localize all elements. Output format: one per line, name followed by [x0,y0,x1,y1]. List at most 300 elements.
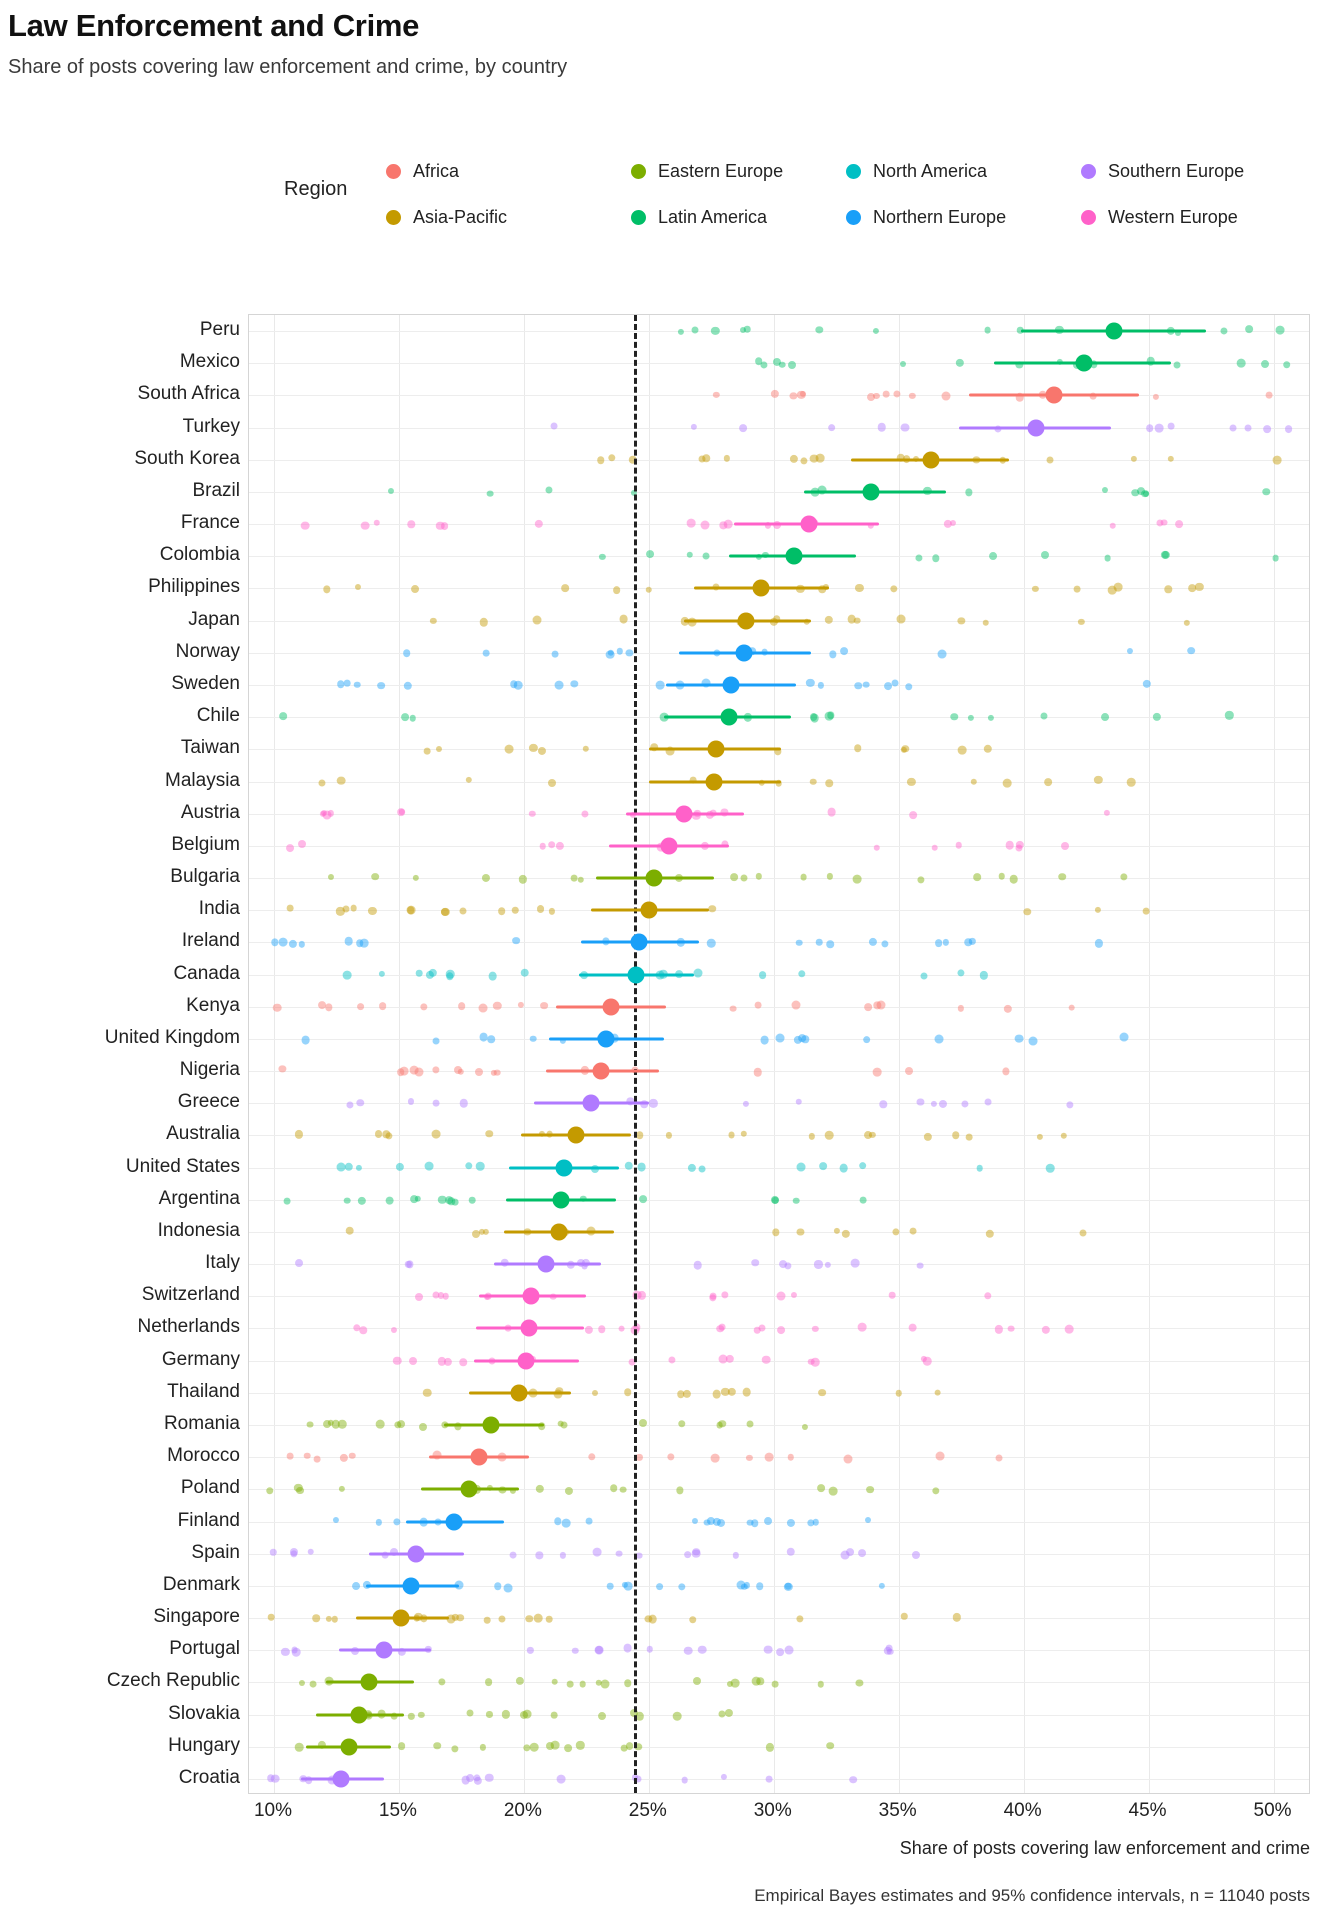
background-point [678,1420,685,1427]
background-point [598,1326,605,1333]
estimate-point[interactable] [785,548,802,565]
background-point [485,1678,493,1686]
background-point [958,1005,964,1011]
background-point [785,1262,792,1269]
background-point [1188,584,1196,592]
y-axis-label: Philippines [148,576,240,598]
background-point [571,680,578,687]
background-point [684,1551,692,1559]
background-point [415,1196,421,1202]
background-point [797,1615,804,1622]
estimate-point[interactable] [593,1063,610,1080]
background-point [483,1229,489,1235]
y-axis-label: Austria [180,801,240,823]
legend-item-eastern-europe[interactable] [631,161,846,182]
y-axis-label: Switzerland [141,1284,240,1306]
background-point [765,1453,774,1462]
background-point [478,1003,487,1012]
gridline-horizontal [249,878,1309,879]
estimate-point[interactable] [470,1449,487,1466]
y-axis-label: Netherlands [137,1316,240,1338]
y-axis-label: Colombia [159,544,240,566]
background-point [592,1390,598,1396]
background-point [741,874,748,881]
background-point [289,940,297,948]
background-point [887,1649,894,1656]
background-point [295,1130,303,1138]
background-point [908,1323,917,1332]
y-axis-label: Czech Republic [106,1670,240,1692]
gridline-vertical [649,315,650,1793]
background-point [931,1100,937,1106]
background-point [344,1197,351,1204]
background-point [909,392,915,398]
background-point [827,808,836,817]
background-point [423,1388,432,1397]
background-point [350,905,357,912]
estimate-point[interactable] [568,1127,585,1144]
background-point [1095,939,1103,947]
background-point [965,939,973,947]
estimate-point[interactable] [445,1513,462,1530]
background-point [546,1616,553,1623]
background-point [514,681,523,690]
background-point [776,1292,785,1301]
background-point [636,1552,643,1559]
background-point [707,939,715,947]
background-point [284,1198,291,1205]
background-point [730,1005,737,1012]
background-point [476,1162,485,1171]
background-point [337,776,346,785]
y-axis-label: India [198,898,240,920]
y-axis-label: Croatia [178,1766,240,1788]
legend-item-western-europe[interactable] [1081,207,1291,228]
background-point [397,1068,405,1076]
background-point [989,553,997,561]
legend-item-label: Western Europe [1108,206,1238,227]
y-axis-label: Portugal [169,1638,240,1660]
background-point [452,1198,459,1205]
estimate-point[interactable] [553,1191,570,1208]
background-point [562,584,570,592]
estimate-point[interactable] [333,1770,350,1787]
background-point [338,1486,344,1492]
background-point [1131,456,1137,462]
background-point [411,585,419,593]
estimate-point[interactable] [483,1417,500,1434]
background-point [461,1776,470,1785]
background-point [1168,423,1175,430]
gridline-horizontal [249,846,1309,847]
background-point [1065,1325,1074,1334]
estimate-point[interactable] [640,902,657,919]
estimate-point[interactable] [403,1577,420,1594]
background-point [407,520,414,527]
background-point [817,1681,823,1687]
estimate-point[interactable] [520,1320,537,1337]
background-point [1095,907,1101,913]
legend-item-southern-europe[interactable] [1081,161,1291,182]
background-point [1003,779,1012,788]
background-point [1245,425,1252,432]
legend-item-asia-pacific[interactable] [386,207,631,228]
gridline-horizontal [249,1393,1309,1394]
background-point [879,1582,885,1588]
estimate-point[interactable] [408,1545,425,1562]
background-point [1273,456,1282,465]
background-point [526,1615,533,1622]
y-axis-label: Ireland [181,930,240,952]
background-point [639,1195,647,1203]
estimate-point[interactable] [603,998,620,1015]
estimate-point[interactable] [1075,355,1092,372]
estimate-point[interactable] [753,580,770,597]
background-point [776,1648,784,1656]
background-point [360,1326,367,1333]
background-point [379,971,385,977]
background-point [684,1646,693,1655]
background-point [323,586,330,593]
estimate-point[interactable] [660,837,677,854]
legend-title: Region [284,178,348,200]
background-point [487,1035,495,1043]
background-point [682,1390,690,1398]
estimate-point[interactable] [675,805,692,822]
background-point [1041,1326,1049,1334]
gridline-vertical [1024,315,1025,1793]
estimate-point[interactable] [738,612,755,629]
background-point [445,1196,453,1204]
background-point [393,1356,401,1364]
background-point [693,1677,701,1685]
background-point [356,1165,362,1171]
background-point [498,907,506,915]
estimate-point[interactable] [523,1288,540,1305]
background-point [488,972,497,981]
background-point [613,586,621,594]
background-point [762,1355,771,1364]
background-point [973,873,981,881]
background-point [760,1036,769,1045]
background-point [996,1454,1003,1461]
estimate-point[interactable] [538,1256,555,1273]
background-point [843,1454,852,1463]
background-point [529,744,537,752]
background-point [880,1101,887,1108]
background-point [414,1067,423,1076]
estimate-point[interactable] [375,1642,392,1659]
background-point [551,651,558,658]
background-point [788,1454,794,1460]
background-point [312,1614,320,1622]
background-point [438,1678,445,1685]
background-point [746,1421,753,1428]
background-point [863,1036,871,1044]
background-point [988,714,994,720]
background-point [279,713,287,721]
gridline-horizontal [249,1747,1309,1748]
background-point [433,1037,440,1044]
background-point [678,329,684,335]
estimate-point[interactable] [510,1384,527,1401]
background-point [537,747,545,755]
estimate-point[interactable] [583,1095,600,1112]
background-point [980,971,988,979]
background-point [796,939,803,946]
background-point [530,1035,537,1042]
y-axis-label: Thailand [167,1380,240,1402]
background-point [554,1518,561,1525]
y-axis-label: Morocco [167,1445,240,1467]
estimate-point[interactable] [460,1481,477,1498]
background-point [849,1776,857,1784]
background-point [562,1519,571,1528]
background-point [918,876,925,883]
estimate-point[interactable] [518,1352,535,1369]
estimate-point[interactable] [923,451,940,468]
background-point [343,971,352,980]
estimate-point[interactable] [628,966,645,983]
y-axis-label: Australia [166,1123,240,1145]
background-point [787,1548,795,1556]
background-point [713,392,719,398]
chart-panel [248,314,1310,1794]
background-point [787,1519,795,1527]
estimate-point[interactable] [645,870,662,887]
background-point [368,907,376,915]
background-point [1160,519,1167,526]
y-axis-label: Taiwan [180,737,240,759]
background-point [841,648,849,656]
background-point [443,1358,451,1366]
background-point [724,520,733,529]
y-axis-label: Mexico [179,351,240,373]
background-point [582,811,589,818]
background-point [864,1003,872,1011]
background-point [502,1710,510,1718]
background-point [667,1453,674,1460]
background-point [396,1163,404,1171]
background-point [759,971,767,979]
estimate-point[interactable] [598,1030,615,1047]
background-point [314,1456,321,1463]
background-point [404,682,412,690]
background-point [436,746,442,752]
estimate-point[interactable] [735,644,752,661]
background-point [1032,586,1038,592]
background-point [551,1712,558,1719]
background-point [776,1033,785,1042]
background-point [869,937,877,945]
background-point [565,1487,573,1495]
background-point [407,906,416,915]
background-point [1002,1068,1009,1075]
background-point [295,1259,303,1267]
background-point [813,1519,819,1525]
estimate-point[interactable] [708,741,725,758]
background-point [829,651,836,658]
background-point [523,1709,532,1718]
background-point [826,780,834,788]
background-point [854,682,861,689]
background-point [905,683,912,690]
background-point [912,1551,920,1559]
background-point [331,1616,337,1622]
y-axis-label: Peru [199,319,240,341]
background-point [479,1033,488,1042]
background-point [733,1552,739,1558]
page-title: Law Enforcement and Crime [8,8,420,43]
background-point [932,555,939,562]
estimate-point[interactable] [393,1610,410,1627]
background-point [892,680,899,687]
background-point [377,682,385,690]
estimate-point[interactable] [723,677,740,694]
background-point [910,1228,917,1235]
background-point [920,972,927,979]
legend-item-northern-europe[interactable] [846,207,1081,228]
background-point [881,941,888,948]
background-point [512,907,518,913]
y-axis-label: South Korea [134,447,240,469]
y-axis-label: Malaysia [165,769,240,791]
background-point [916,1262,923,1269]
estimate-point[interactable] [550,1223,567,1240]
background-point [874,845,880,851]
background-point [1138,487,1146,495]
background-point [790,455,798,463]
background-point [357,1099,364,1106]
legend-swatch-icon [386,164,401,179]
background-point [360,939,369,948]
background-point [958,617,965,624]
background-point [1046,456,1053,463]
background-point [342,906,349,913]
estimate-point[interactable] [863,483,880,500]
background-point [548,841,556,849]
background-point [932,1487,939,1494]
background-point [344,937,353,946]
background-point [711,326,719,334]
background-point [555,680,564,689]
background-point [579,1681,586,1688]
y-axis-label: Sweden [171,673,240,694]
background-point [482,874,490,882]
legend-item-north-america[interactable] [846,161,1081,182]
background-point [731,1679,740,1688]
estimate-point[interactable] [720,709,737,726]
background-point [676,1487,683,1494]
y-axis-label: Chile [196,705,240,727]
background-point [829,1487,838,1496]
background-point [498,1616,505,1623]
page-subtitle: Share of posts covering law enforcement and crime, by country [8,56,568,78]
estimate-point[interactable] [340,1738,357,1755]
background-point [537,905,545,913]
background-point [763,1645,772,1654]
estimate-point[interactable] [360,1674,377,1691]
background-point [391,1327,397,1333]
background-point [656,1583,664,1591]
background-point [1225,711,1233,719]
background-point [1114,582,1123,591]
background-point [639,1419,647,1427]
x-axis-tick-label: 40% [1003,1800,1042,1821]
legend-items [386,148,1291,240]
background-point [301,521,310,530]
estimate-point[interactable] [350,1706,367,1723]
background-point [1006,841,1015,850]
background-point [909,811,917,819]
background-point [291,1646,298,1653]
background-point [746,1455,752,1461]
background-point [1164,585,1171,592]
background-point [730,874,738,882]
background-point [599,554,605,560]
background-point [950,713,957,720]
background-point [766,1776,773,1783]
legend-swatch-icon [1081,164,1096,179]
background-point [791,1000,800,1009]
background-point [889,1292,896,1299]
gridline-horizontal [249,492,1309,493]
legend-item-africa[interactable] [386,161,631,182]
background-point [1080,1229,1087,1236]
legend-item-latin-america[interactable] [631,207,846,228]
background-point [319,779,326,786]
background-point [712,1390,721,1399]
estimate-point[interactable] [1045,387,1062,404]
background-point [457,1614,465,1622]
background-point [1237,359,1246,368]
background-point [1074,586,1081,593]
estimate-point[interactable] [1105,323,1122,340]
background-point [817,682,823,688]
background-point [839,1164,848,1173]
background-point [340,1454,348,1462]
background-point [1285,425,1293,433]
background-point [486,1711,492,1717]
gridline-horizontal [249,460,1309,461]
background-point [1173,362,1180,369]
background-point [376,1519,382,1525]
background-point [771,1681,778,1688]
background-point [941,392,950,401]
background-point [371,873,379,881]
background-point [818,1389,826,1397]
background-point [601,1679,610,1688]
background-point [397,808,405,816]
y-axis-label: Spain [191,1541,240,1563]
background-point [827,1742,835,1750]
background-point [699,1165,706,1172]
background-point [443,1293,450,1300]
background-point [938,649,947,658]
estimate-point[interactable] [705,773,722,790]
background-point [916,555,923,562]
background-point [648,1615,657,1624]
background-point [798,970,805,977]
background-point [905,1067,913,1075]
background-point [810,779,817,786]
estimate-point[interactable] [555,1159,572,1176]
estimate-point[interactable] [630,934,647,951]
estimate-point[interactable] [1028,419,1045,436]
background-point [571,875,578,882]
estimate-point[interactable] [800,516,817,533]
legend-swatch-icon [631,210,646,225]
